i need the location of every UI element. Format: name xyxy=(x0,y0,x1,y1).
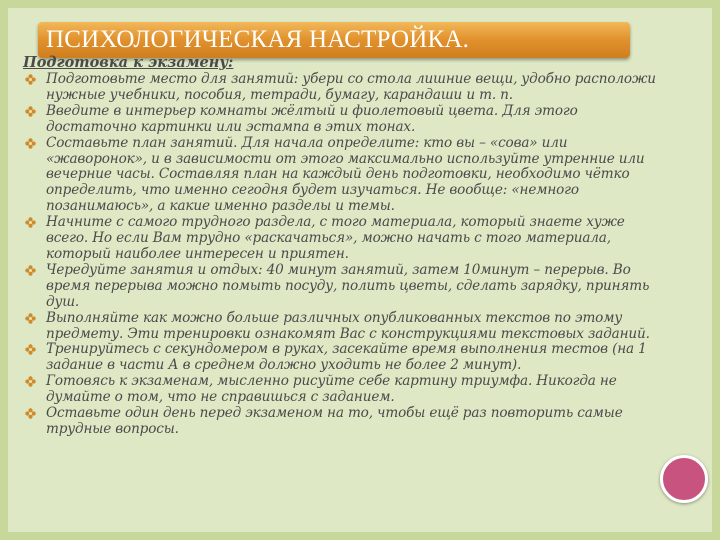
flower-bullet-icon xyxy=(25,74,36,85)
list-item xyxy=(23,311,663,343)
list-item xyxy=(23,136,663,216)
list-item-text: Чередуйте занятия и отдых: 40 минут занятий, затем 10минут – перерыв. Во время перерыва можно помыть посуду, полить цветы, сделать зарядку, принять душ. xyxy=(46,261,650,310)
list-item xyxy=(23,263,663,311)
list-item xyxy=(23,374,663,406)
list-item xyxy=(23,215,663,263)
flower-bullet-icon xyxy=(25,265,36,276)
page-title: ПСИХОЛОГИЧЕСКАЯ НАСТРОЙКА. xyxy=(46,26,470,53)
accent-circle xyxy=(660,455,708,503)
list-item xyxy=(23,72,663,104)
list-item-text: Выполняйте как можно больше различных опубликованных текстов по этому предмету. Эти тренировки ознакомят Вас с конструкциями текстовых заданий. xyxy=(46,309,650,342)
list-item-text: Составьте план занятий. Для начала определите: кто вы – «сова» или «жаворонок», и в зависимости от этого максимально используйте утренние или вечерние часы. Составляя план на каждый день подготовки, необходимо чётко определить, что именно сегодня будет изучаться. Не вообще: «немного позанимаюсь», а какие именно разделы и темы. xyxy=(46,134,645,215)
list-item-text: Подготовьте место для занятий: убери со стола лишние вещи, удобно расположи нужные учебники, пособия, тетради, бумагу, карандаши и т. п. xyxy=(46,71,656,103)
list-item-text: Оставьте один день перед экзаменом на то, чтобы ещё раз повторить самые трудные вопросы. xyxy=(46,405,623,437)
section-subtitle: Подготовка к экзамену: xyxy=(23,54,234,71)
list-item-text: Начните с самого трудного раздела, с того материала, который знаете хуже всего. Но если Вам трудно «раскачаться», можно начать с того материала, который наиболее интересен и приятен. xyxy=(46,214,625,262)
slide-panel xyxy=(8,8,712,532)
flower-bullet-icon xyxy=(25,408,36,419)
title-bar xyxy=(38,22,630,58)
flower-bullet-icon xyxy=(25,138,36,149)
list-item xyxy=(23,342,663,374)
list-item-text: Тренируйтесь с секундомером в руках, засекайте время выполнения тестов (на 1 задание в части А в среднем должно уходить не более 2 минут). xyxy=(46,341,647,374)
flower-bullet-icon xyxy=(25,217,36,228)
tips-list xyxy=(23,72,663,438)
flower-bullet-icon xyxy=(25,344,36,355)
flower-bullet-icon xyxy=(25,313,36,324)
list-item xyxy=(23,406,663,438)
flower-bullet-icon xyxy=(25,376,36,387)
list-item-text: Готовясь к экзаменам, мысленно рисуйте себе картину триумфа. Никогда не думайте о том, что не справишься с заданием. xyxy=(46,373,617,406)
list-item xyxy=(23,104,663,136)
list-item-text: Введите в интерьер комнаты жёлтый и фиолетовый цвета. Для этого достаточно картинки или эстампа в этих тонах. xyxy=(46,102,578,135)
flower-bullet-icon xyxy=(25,106,36,117)
